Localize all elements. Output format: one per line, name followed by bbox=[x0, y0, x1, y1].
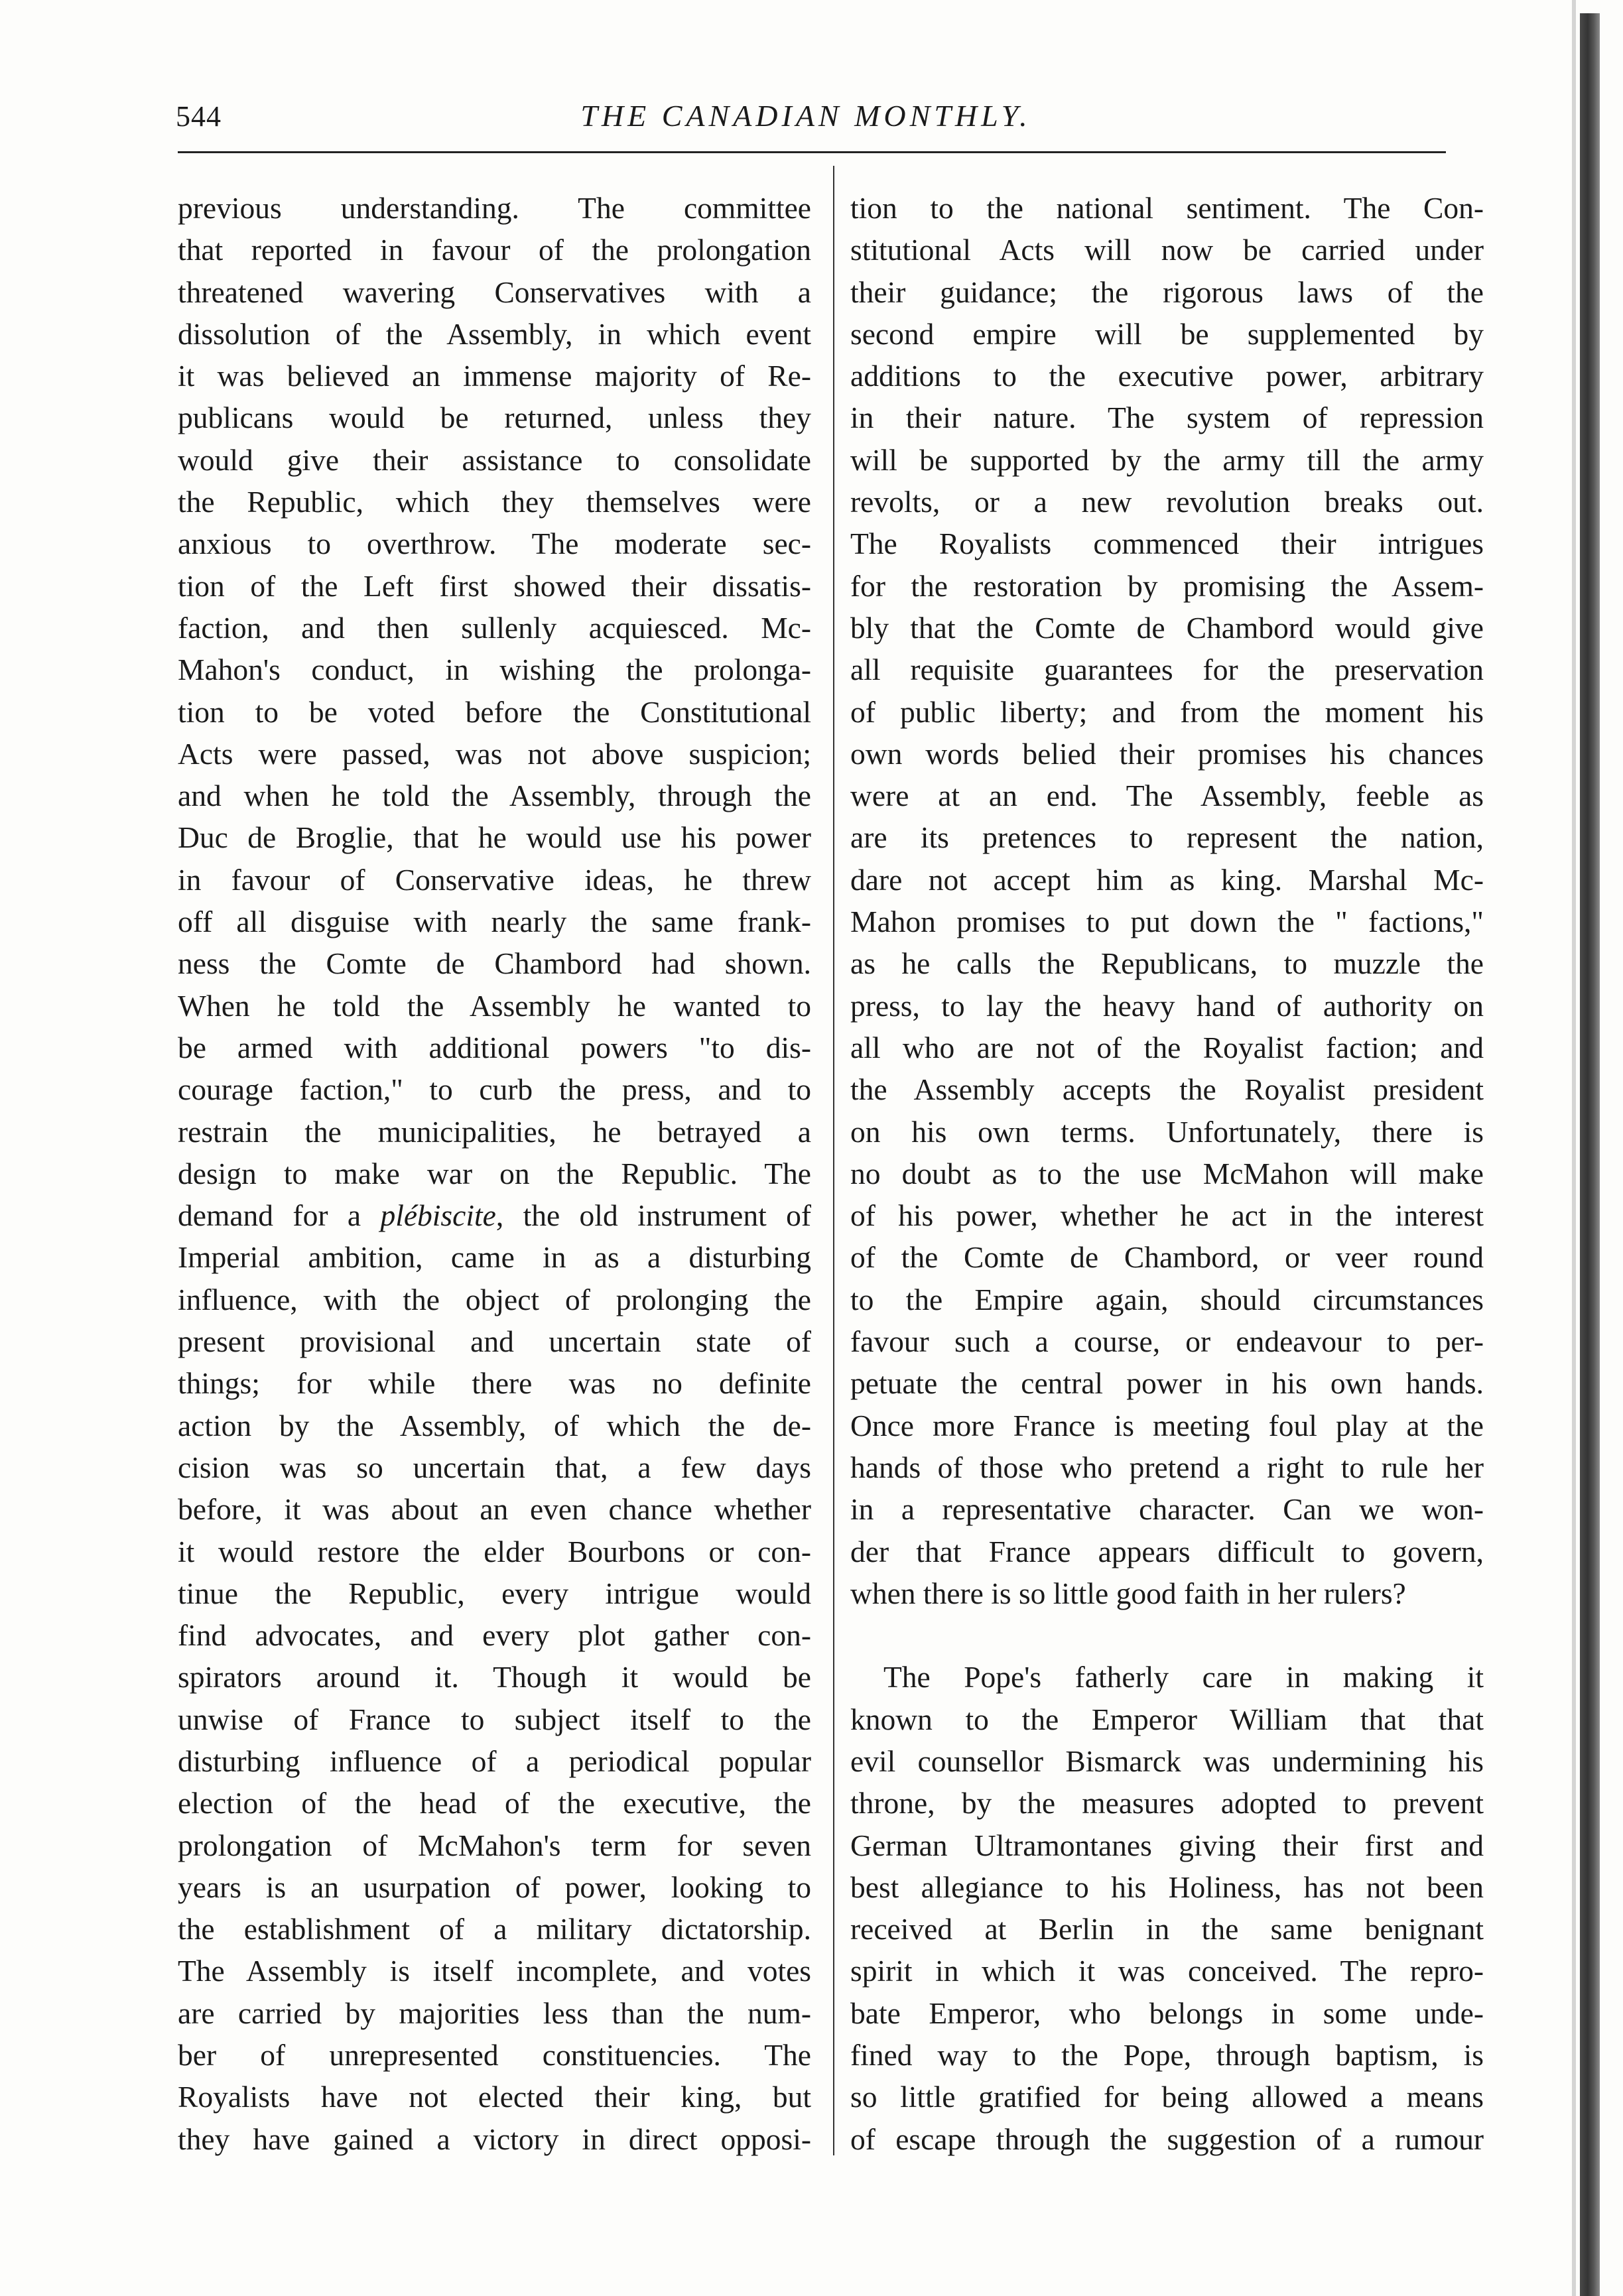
right-column bbox=[850, 187, 1484, 2160]
text-line: bly that the Comte de Chambord would give bbox=[850, 610, 1484, 645]
text-line: the establishment of a military dictatorship. bbox=[178, 1912, 811, 1946]
text-line: restrain the municipalities, he betrayed a bbox=[178, 1114, 811, 1149]
text-line: in their nature. The system of repression bbox=[850, 401, 1484, 435]
text-line: when there is so little good faith in her rulers? bbox=[850, 1576, 1406, 1610]
text-line: dissolution of the Assembly, in which event bbox=[178, 316, 811, 351]
text-line: on his own terms. Unfortunately, there is bbox=[850, 1114, 1484, 1149]
text-line: all who are not of the Royalist faction; and bbox=[850, 1030, 1484, 1064]
header-rule bbox=[178, 151, 1446, 153]
text-line: present provisional and uncertain state of bbox=[178, 1324, 811, 1359]
text-line: Duc de Broglie, that he would use his power bbox=[178, 820, 811, 855]
text-line: publicans would be returned, unless they bbox=[178, 401, 811, 435]
text-line: the Assembly accepts the Royalist president bbox=[850, 1072, 1484, 1107]
text-line: best allegiance to his Holiness, has not been bbox=[850, 1870, 1484, 1904]
text-line: own words belied their promises his chances bbox=[850, 736, 1484, 771]
text-line: be armed with additional powers "to dis- bbox=[178, 1030, 811, 1064]
text-line: threatened wavering Conservatives with a bbox=[178, 275, 811, 309]
text-line: in favour of Conservative ideas, he threw bbox=[178, 862, 811, 897]
text-line: that reported in favour of the prolongation bbox=[178, 233, 811, 267]
text-line: in a representative character. Can we won- bbox=[850, 1492, 1484, 1527]
column-divider bbox=[833, 166, 834, 2155]
text-line: they have gained a victory in direct opposi- bbox=[178, 2122, 811, 2156]
text-line: of public liberty; and from the moment his bbox=[850, 694, 1484, 729]
text-line: design to make war on the Republic. The bbox=[178, 1156, 811, 1190]
text-line: action by the Assembly, of which the de- bbox=[178, 1408, 811, 1442]
page-number: 544 bbox=[176, 100, 222, 133]
text-line: additions to the executive power, arbitrary bbox=[850, 359, 1484, 393]
text-line: tion to the national sentiment. The Con- bbox=[850, 191, 1484, 225]
text-line: would give their assistance to consolidate bbox=[178, 442, 811, 477]
text-line: German Ultramontanes giving their first and bbox=[850, 1828, 1484, 1862]
text-line: revolts, or a new revolution breaks out. bbox=[850, 485, 1484, 519]
text-line: When he told the Assembly he wanted to bbox=[178, 988, 811, 1023]
text-line: it would restore the elder Bourbons or con- bbox=[178, 1534, 811, 1568]
left-column bbox=[178, 187, 811, 2160]
text-line: as he calls the Republicans, to muzzle the bbox=[850, 946, 1484, 981]
text-line: find advocates, and every plot gather con- bbox=[178, 1618, 811, 1653]
text-line: previous understanding. The committee bbox=[178, 191, 811, 225]
text-line: faction, and then sullenly acquiesced. Mc- bbox=[178, 610, 811, 645]
text-line: favour such a course, or endeavour to per- bbox=[850, 1324, 1484, 1359]
text-line: are carried by majorities less than the num- bbox=[178, 1996, 811, 2030]
text-line: Royalists have not elected their king, but bbox=[178, 2080, 811, 2114]
text-line: no doubt as to the use McMahon will make bbox=[850, 1156, 1484, 1190]
text-line: unwise of France to subject itself to the bbox=[178, 1702, 811, 1736]
text-line: of the Comte de Chambord, or veer round bbox=[850, 1240, 1484, 1275]
text-line: will be supported by the army till the army bbox=[850, 442, 1484, 477]
text-line: hands of those who pretend a right to rule her bbox=[850, 1450, 1484, 1484]
text-line: received at Berlin in the same benignant bbox=[850, 1912, 1484, 1946]
text-line: spirators around it. Though it would be bbox=[178, 1660, 811, 1694]
text-line: fined way to the Pope, through baptism, is bbox=[850, 2038, 1484, 2073]
text-line: off all disguise with nearly the same frank- bbox=[178, 905, 811, 939]
text-line: and when he told the Assembly, through the bbox=[178, 779, 811, 813]
text-line: petuate the central power in his own hands. bbox=[850, 1366, 1484, 1401]
text-line: for the restoration by promising the Assem- bbox=[850, 568, 1484, 603]
paragraph-gap bbox=[850, 1614, 1484, 1656]
text-line: prolongation of McMahon's term for seven bbox=[178, 1828, 811, 1862]
text-line: of his power, whether he act in the interest bbox=[850, 1198, 1484, 1233]
text-line: evil counsellor Bismarck was undermining his bbox=[850, 1744, 1484, 1778]
text-line: so little gratified for being allowed a means bbox=[850, 2080, 1484, 2114]
text-line: ber of unrepresented constituencies. The bbox=[178, 2038, 811, 2073]
text-line: tion to be voted before the Constitutional bbox=[178, 694, 811, 729]
running-head: THE CANADIAN MONTHLY. bbox=[580, 99, 1031, 133]
text-line: it was believed an immense majority of Re- bbox=[178, 359, 811, 393]
text-line: spirit in which it was conceived. The repro- bbox=[850, 1954, 1484, 1988]
text-line: things; for while there was no definite bbox=[178, 1366, 811, 1401]
text-line: The Pope's fatherly care in making it bbox=[883, 1660, 1484, 1694]
page-header bbox=[176, 93, 1436, 146]
text-line: the Republic, which they themselves were bbox=[178, 485, 811, 519]
text-line: tion of the Left first showed their dissatis- bbox=[178, 568, 811, 603]
text-line: Acts were passed, was not above suspicion; bbox=[178, 736, 811, 771]
text-line: Imperial ambition, came in as a disturbing bbox=[178, 1240, 811, 1275]
text-line: Once more France is meeting foul play at the bbox=[850, 1408, 1484, 1442]
text-line: press, to lay the heavy hand of authority on bbox=[850, 988, 1484, 1023]
text-line: tinue the Republic, every intrigue would bbox=[178, 1576, 811, 1610]
text-line: second empire will be supplemented by bbox=[850, 316, 1484, 351]
text-line: years is an usurpation of power, looking to bbox=[178, 1870, 811, 1904]
text-line: demand for a plébiscite, the old instrument of bbox=[178, 1198, 811, 1233]
text-line: were at an end. The Assembly, feeble as bbox=[850, 779, 1484, 813]
text-line: ness the Comte de Chambord had shown. bbox=[178, 946, 811, 981]
text-line: dare not accept him as king. Marshal Mc- bbox=[850, 862, 1484, 897]
text-line: Mahon promises to put down the " factions," bbox=[850, 905, 1484, 939]
text-line: cision was so uncertain that, a few days bbox=[178, 1450, 811, 1484]
text-line: throne, by the measures adopted to prevent bbox=[850, 1786, 1484, 1820]
text-line: influence, with the object of prolonging the bbox=[178, 1282, 811, 1316]
text-line: bate Emperor, who belongs in some unde- bbox=[850, 1996, 1484, 2030]
text-line: of escape through the suggestion of a rumour bbox=[850, 2122, 1484, 2156]
text-line: all requisite guarantees for the preservation bbox=[850, 653, 1484, 687]
text-line: stitutional Acts will now be carried under bbox=[850, 233, 1484, 267]
scan-edge-shadow bbox=[1572, 0, 1576, 2296]
text-line: der that France appears difficult to govern, bbox=[850, 1534, 1484, 1568]
text-line: their guidance; the rigorous laws of the bbox=[850, 275, 1484, 309]
scan-binding-edge bbox=[1580, 13, 1600, 2296]
text-line: The Royalists commenced their intrigues bbox=[850, 527, 1484, 561]
text-line: courage faction," to curb the press, and to bbox=[178, 1072, 811, 1107]
right-paragraph-1 bbox=[850, 187, 1484, 1614]
text-line: before, it was about an even chance whether bbox=[178, 1492, 811, 1527]
text-line: Mahon's conduct, in wishing the prolonga- bbox=[178, 653, 811, 687]
text-line: to the Empire again, should circumstances bbox=[850, 1282, 1484, 1316]
text-line: disturbing influence of a periodical popular bbox=[178, 1744, 811, 1778]
text-line: known to the Emperor William that that bbox=[850, 1702, 1484, 1736]
text-line: election of the head of the executive, the bbox=[178, 1786, 811, 1820]
text-line: The Assembly is itself incomplete, and votes bbox=[178, 1954, 811, 1988]
text-line: are its pretences to represent the nation, bbox=[850, 820, 1484, 855]
text-line: anxious to overthrow. The moderate sec- bbox=[178, 527, 811, 561]
right-paragraph-2 bbox=[850, 1656, 1484, 2160]
